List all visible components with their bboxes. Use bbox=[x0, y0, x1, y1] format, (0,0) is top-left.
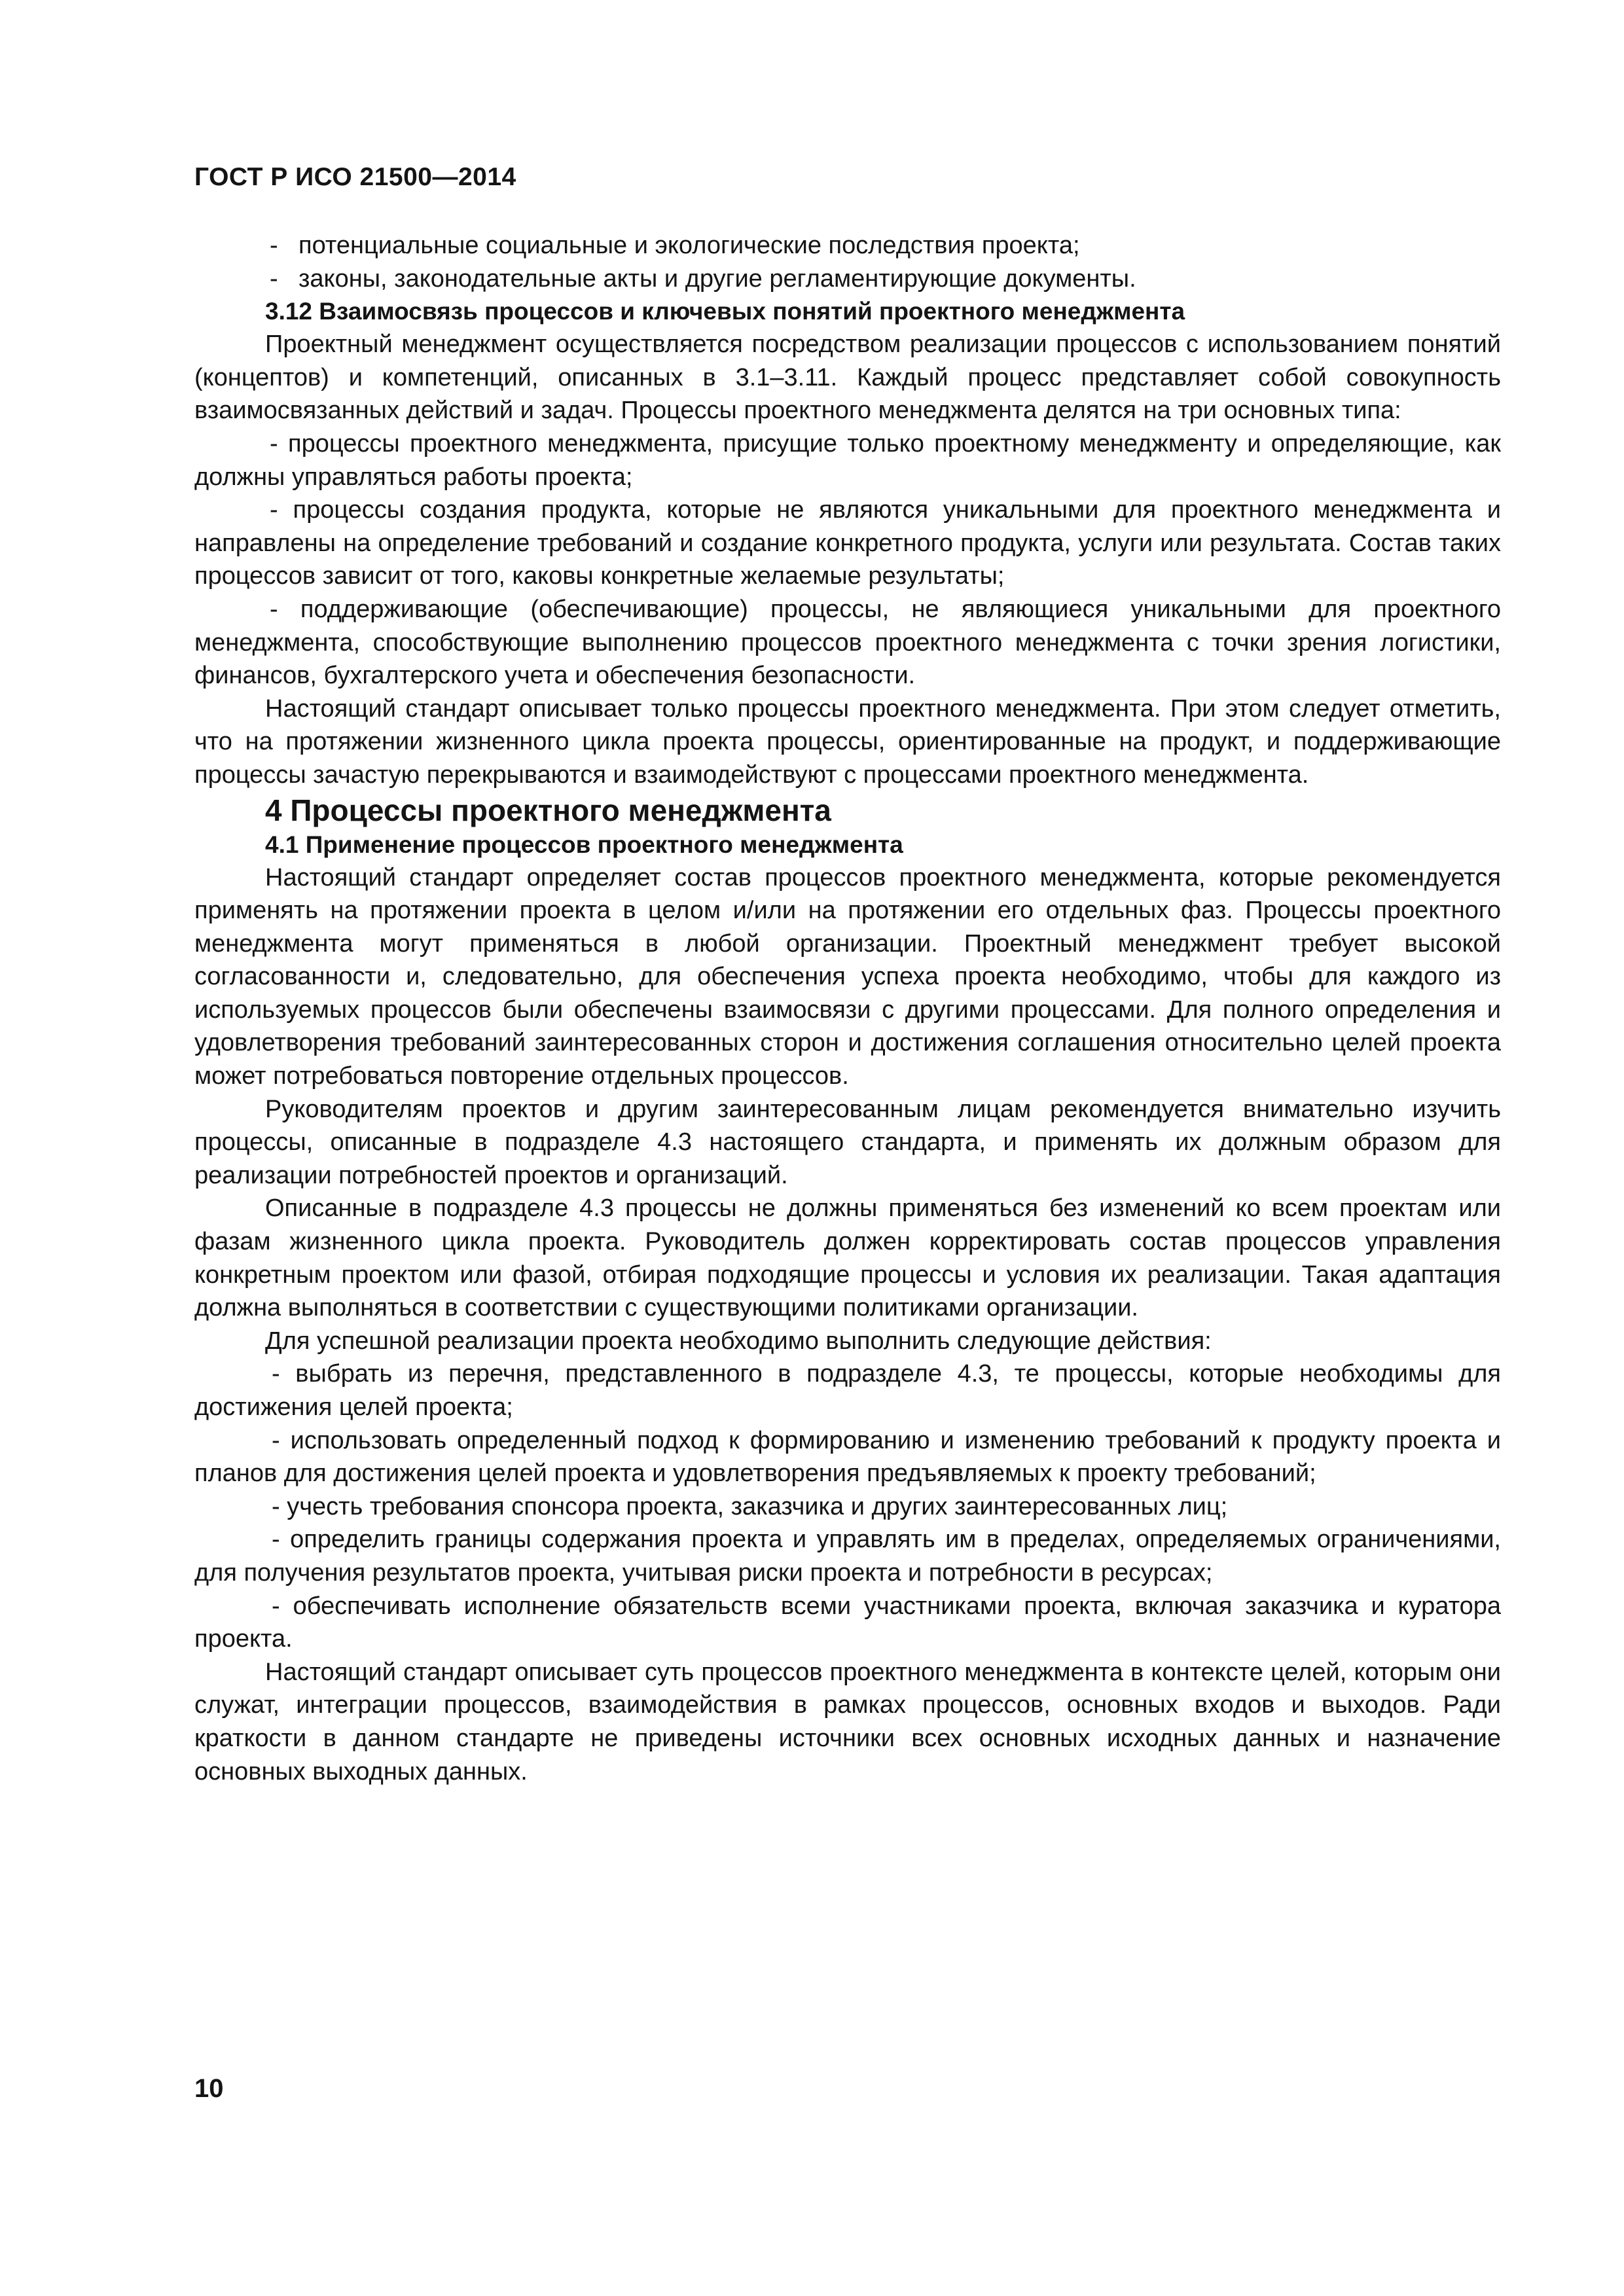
list-marker: - bbox=[270, 264, 278, 293]
paragraph: Для успешной реализации проекта необходимо выполнить следующие действия: bbox=[265, 1327, 1212, 1355]
action-item: - определить границы содержания проекта и управлять им в пределах, определяемых ограничениями, для получения результатов проекта, учитывая риски проекта и потребности в ресурсах; bbox=[194, 1526, 1501, 1587]
action-item: - использовать определенный подход к формированию и изменению требований к продукту проекта и планов для достижения целей проекта и удовлетворения предъявляемых к проекту требований; bbox=[194, 1426, 1501, 1488]
section-4-1-closing: Настоящий стандарт описывает суть процессов проектного менеджмента в контексте целей, которым они служат, интеграции процессов, взаимодействия в рамках процессов, основных входов и выходов. Ради краткости в данном стандарте не приведены источники всех основных исходных данных и назначение основных выходных данных. bbox=[194, 1658, 1501, 1785]
paragraph: Описанные в подразделе 4.3 процессы не должны применяться без изменений ко всем проектам или фазам жизненного цикла проекта. Руководитель должен корректировать состав процессов управления конкретным проектом или фазой, отбирая подходящие процессы и условия их реализации. Такая адаптация должна выполняться в соответствии с существующими политиками организации. bbox=[194, 1194, 1501, 1322]
list-item-text: законы, законодательные акты и другие регламентирующие документы. bbox=[298, 264, 1136, 293]
page-number: 10 bbox=[194, 2074, 224, 2103]
list-item bbox=[194, 262, 1501, 296]
section-3-12-intro: Проектный менеджмент осуществляется посредством реализации процессов с использованием понятий (концептов) и компетенций, описанных в 3.1–3.11. Каждый процесс представляет собой совокупность взаимосвязанных действий и задач. Процессы проектного менеджмента делятся на три основных типа: bbox=[194, 331, 1501, 425]
list-item bbox=[194, 229, 1501, 262]
process-type-item: - поддерживающие (обеспечивающие) процессы, не являющиеся уникальными для проектного менеджмента, способствующие выполнению процессов проектного менеджмента с точки зрения логистики, финансов, бухгалтерского учета и обеспечения безопасности. bbox=[194, 595, 1501, 690]
paragraph: Настоящий стандарт определяет состав процессов проектного менеджмента, которые рекомендуется применять на протяжении проекта в целом и/или на протяжении его отдельных фаз. Процессы проектного менеджмента могут применяться в любой организации. Проектный менеджмент требует высокой согласованности и, следовательно, для обеспечения успеха проекта необходимо, чтобы для каждого из используемых процессов были обеспечены взаимосвязи с другими процессами. Для полного определения и удовлетворения требований заинтересованных сторон и достижения соглашения относительно целей проекта может потребоваться повторение отдельных процессов. bbox=[194, 863, 1501, 1090]
section-4-heading: 4 Процессы проектного менеджмента bbox=[265, 793, 831, 827]
section-3-12-heading: 3.12 Взаимосвязь процессов и ключевых понятий проектного менеджмента bbox=[265, 298, 1185, 325]
process-type-item: - процессы создания продукта, которые не являются уникальными для проектного менеджмента и направлены на определение требований и создание конкретного продукта, услуги или результата. Состав таких процессов зависит от того, каковы конкретные желаемые результаты; bbox=[194, 496, 1501, 590]
document-header: ГОСТ Р ИСО 21500—2014 bbox=[194, 163, 516, 191]
action-item: - обеспечивать исполнение обязательств всеми участниками проекта, включая заказчика и куратора проекта. bbox=[194, 1592, 1501, 1653]
action-item: - выбрать из перечня, представленного в подразделе 4.3, те процессы, которые необходимы для достижения целей проекта; bbox=[194, 1360, 1501, 1421]
section-4-1-heading: 4.1 Применение процессов проектного менеджмента bbox=[265, 831, 903, 858]
paragraph: Руководителям проектов и другим заинтересованным лицам рекомендуется внимательно изучить процессы, описанные в подразделе 4.3 настоящего стандарта, и применять их должным образом для реализации потребностей проектов и организаций. bbox=[194, 1095, 1501, 1189]
section-3-12-closing: Настоящий стандарт описывает только процессы проектного менеджмента. При этом следует отметить, что на протяжении жизненного цикла проекта процессы, ориентированные на продукт, и поддерживающие процессы зачастую перекрываются и взаимодействуют с процессами проектного менеджмента. bbox=[194, 694, 1501, 789]
process-type-item: - процессы проектного менеджмента, присущие только проектному менеджменту и определяющие, как должны управляться работы проекта; bbox=[194, 429, 1501, 491]
action-item: - учесть требования спонсора проекта, заказчика и других заинтересованных лиц; bbox=[272, 1492, 1228, 1520]
list-item-text: потенциальные социальные и экологические последствия проекта; bbox=[298, 232, 1080, 259]
page-body bbox=[194, 229, 1501, 1788]
list-marker: - bbox=[270, 232, 278, 259]
